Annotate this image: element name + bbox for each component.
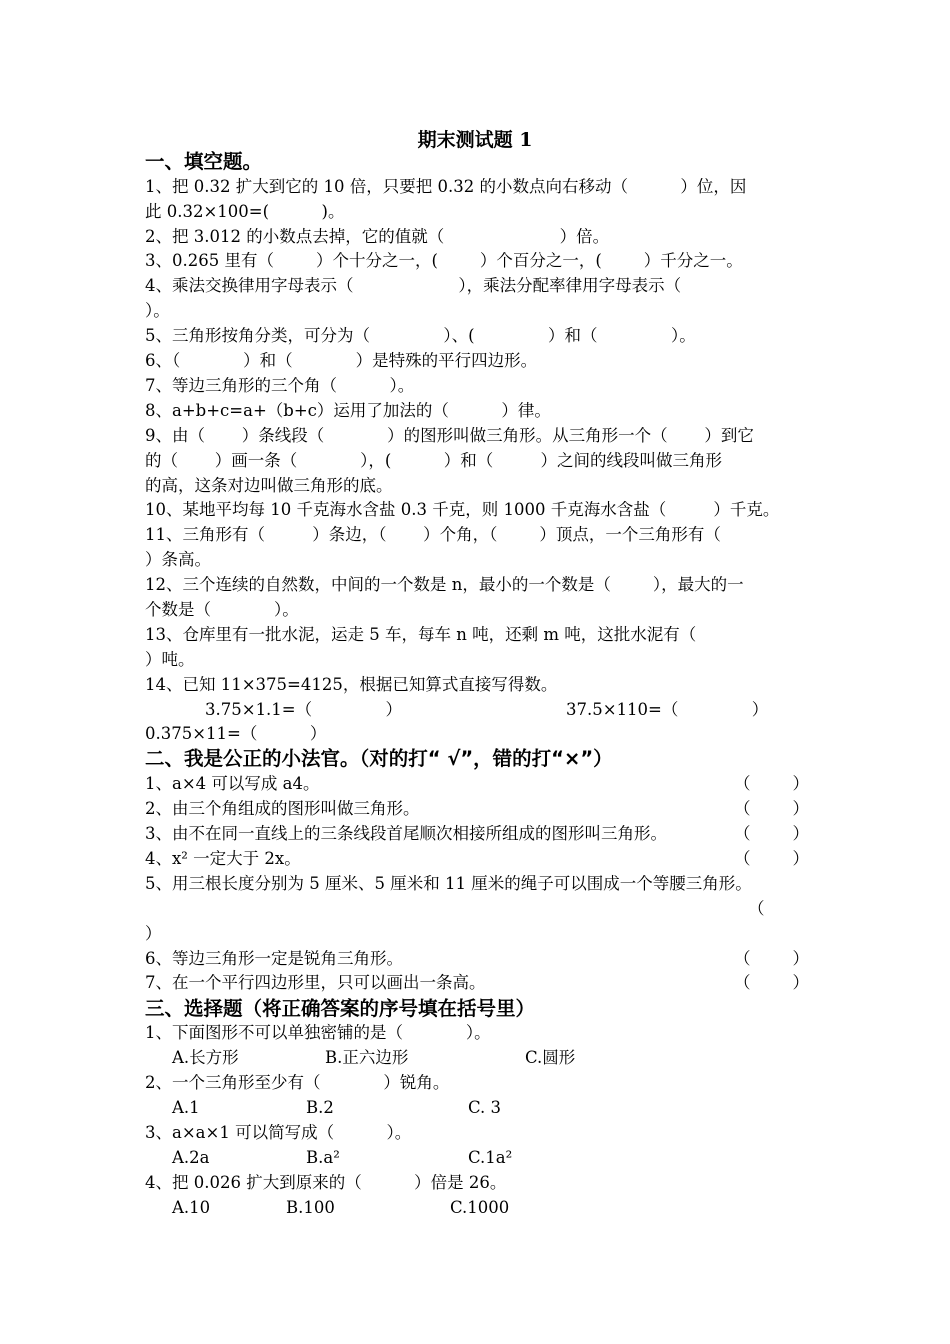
question-1-line-2: 此 0.32×100=( )。 [145, 202, 345, 221]
question-2: 2、把 3.012 的小数点去掉，它的值就（ ）倍。 [145, 227, 610, 246]
choice-2: 2、一个三角形至少有（ ）锐角。 [145, 1073, 450, 1092]
choice-2-option-c: C. 3 [468, 1098, 502, 1117]
choice-3-option-b: B.a² [306, 1148, 340, 1167]
choice-1: 1、下面图形不可以单独密铺的是（ ）。 [145, 1023, 491, 1042]
question-7: 7、等边三角形的三个角（ ）。 [145, 376, 415, 395]
judge-2: 2、由三个角组成的图形叫做三角形。 [145, 799, 420, 818]
judge-2-answer-blank: （ ） [734, 799, 809, 818]
question-12-line-2: 个数是（ ）。 [145, 600, 299, 619]
judge-5-answer-open: （ [748, 899, 765, 918]
judge-3: 3、由不在同一直线上的三条线段首尾顺次相接所组成的图形叫三角形。 [145, 824, 667, 843]
section-heading-judge: 二、我是公正的小法官。（对的打“ √”，错的打“×”） [145, 747, 613, 770]
choice-2-option-b: B.2 [306, 1098, 334, 1117]
question-11-line-1: 11、三角形有（ ）条边，（ ）个角，（ ）顶点，一个三角形有（ [145, 525, 721, 544]
question-9-line-2: 的（ ）画一条（ ），( ）和（ ）之间的线段叫做三角形 [145, 451, 722, 470]
choice-4-option-c: C.1000 [450, 1198, 510, 1217]
question-14: 14、已知 11×375=4125，根据已知算式直接写得数。 [145, 675, 558, 694]
judge-1: 1、a×4 可以写成 a4。 [145, 774, 320, 793]
judge-7-answer-blank: （ ） [734, 973, 809, 992]
choice-3-option-c: C.1a² [468, 1148, 513, 1167]
question-11-line-2: ）条高。 [145, 550, 211, 569]
question-14-item-c: 0.375×11=（ ） [145, 724, 327, 743]
choice-3-option-a: A.2a [172, 1148, 210, 1167]
judge-3-answer-blank: （ ） [734, 824, 809, 843]
judge-6: 6、等边三角形一定是锐角三角形。 [145, 949, 403, 968]
choice-4-option-b: B.100 [286, 1198, 335, 1217]
judge-7: 7、在一个平行四边形里，只可以画出一条高。 [145, 973, 486, 992]
choice-2-option-a: A.1 [172, 1098, 200, 1117]
question-3: 3、0.265 里有（ ）个十分之一，( ）个百分之一，( ）千分之一。 [145, 251, 743, 270]
choice-4-option-a: A.10 [172, 1198, 211, 1217]
judge-5: 5、用三根长度分别为 5 厘米、5 厘米和 11 厘米的绳子可以围成一个等腰三角形。 [145, 874, 752, 893]
question-14-item-b: 37.5×110=（ ） [566, 700, 769, 719]
question-8: 8、a+b+c=a+（b+c）运用了加法的（ ）律。 [145, 401, 551, 420]
section-heading-choice: 三、选择题（将正确答案的序号填在括号里） [145, 997, 536, 1020]
question-1-line-1: 1、把 0.32 扩大到它的 10 倍，只要把 0.32 的小数点向右移动（ ）位，因 [145, 177, 747, 196]
judge-4: 4、x² 一定大于 2x。 [145, 849, 301, 868]
choice-1-option-c: C.圆形 [525, 1048, 576, 1067]
question-4-line-1: 4、乘法交换律用字母表示（ ），乘法分配率律用字母表示（ [145, 276, 682, 295]
question-5: 5、三角形按角分类，可分为（ ）、( ）和（ ）。 [145, 326, 696, 345]
judge-1-answer-blank: （ ） [734, 774, 809, 793]
choice-1-option-a: A.长方形 [172, 1048, 239, 1067]
question-4-line-2: ）。 [145, 301, 170, 320]
question-14-item-a: 3.75×1.1=（ ） [205, 700, 403, 719]
question-13-line-1: 13、仓库里有一批水泥，运走 5 车，每车 n 吨，还剩 m 吨，这批水泥有（ [145, 625, 697, 644]
question-13-line-2: ）吨。 [145, 650, 195, 669]
judge-5-answer-close: ） [145, 924, 162, 943]
question-9-line-3: 的高，这条对边叫做三角形的底。 [145, 476, 393, 495]
question-12-line-1: 12、三个连续的自然数，中间的一个数是 n，最小的一个数是（ ），最大的一 [145, 575, 744, 594]
choice-3: 3、a×a×1 可以简写成（ ）。 [145, 1123, 412, 1142]
question-6: 6、（ ）和（ ）是特殊的平行四边形。 [145, 351, 538, 370]
choice-1-option-b: B.正六边形 [325, 1048, 409, 1067]
section-heading-fill: 一、填空题。 [145, 150, 263, 173]
page-title: 期末测试题 1 [417, 129, 533, 151]
judge-6-answer-blank: （ ） [734, 949, 809, 968]
question-9-line-1: 9、由（ ）条线段（ ）的图形叫做三角形。从三角形一个（ ）到它 [145, 426, 754, 445]
question-10: 10、某地平均每 10 千克海水含盐 0.3 千克，则 1000 千克海水含盐（ ）千克。 [145, 500, 780, 519]
judge-4-answer-blank: （ ） [734, 849, 809, 868]
choice-4: 4、把 0.026 扩大到原来的（ ）倍是 26。 [145, 1173, 507, 1192]
